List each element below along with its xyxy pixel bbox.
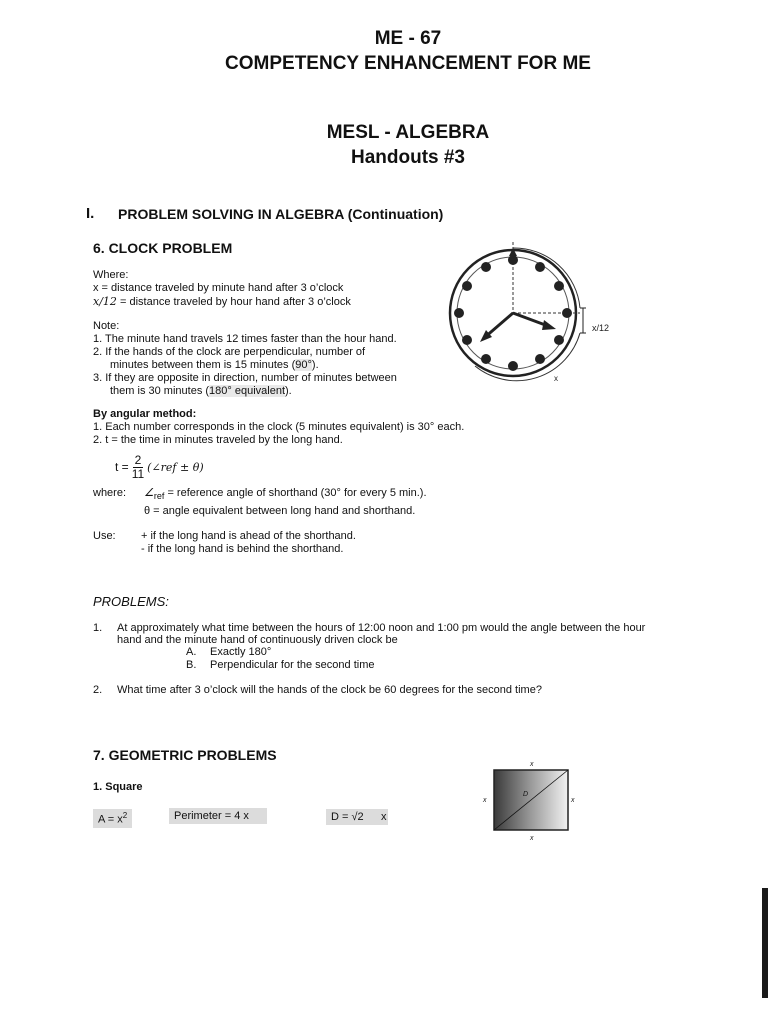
note-2-cont xyxy=(110,359,319,372)
angular-heading: By angular method: xyxy=(93,408,197,420)
angular-item-2: 2. t = the time in minutes traveled by the long hand. xyxy=(93,434,343,446)
note-3: 3. If they are opposite in direction, number of minutes between xyxy=(93,372,397,384)
where2-line-1 xyxy=(144,487,427,503)
square-label-left: x xyxy=(483,797,487,804)
page-edge-strip xyxy=(762,888,768,998)
note-3-cont-text: them is 30 minutes ( xyxy=(110,385,210,397)
perimeter-formula: Perimeter = 4 x xyxy=(169,808,267,824)
formula-lhs: t = xyxy=(115,460,129,474)
clock-label-x: x xyxy=(554,374,558,383)
angle-formula xyxy=(115,452,204,482)
square-label: 1. Square xyxy=(93,781,143,793)
use-line-1: + if the long hand is ahead of the shorthand. xyxy=(141,530,356,542)
where-line-2-text: = distance traveled by hour hand after 3 o’clock xyxy=(119,296,351,308)
area-formula xyxy=(93,809,132,828)
where2-line-2: θ = angle equivalent between long hand and shorthand. xyxy=(144,505,416,517)
problem-1-option-a-text: Exactly 180° xyxy=(210,646,272,658)
problems-heading: PROBLEMS: xyxy=(93,594,169,609)
square-label-bottom: x xyxy=(530,835,534,842)
formula-denominator: 11 xyxy=(131,466,145,481)
subject-title: MESL - ALGEBRA xyxy=(326,122,490,143)
square-label-right: x xyxy=(571,797,575,804)
square-label-diagonal: D xyxy=(523,791,529,798)
problem-1-option-a-letter: A. xyxy=(186,646,197,658)
square-label-top: x xyxy=(530,761,534,768)
ref-subscript: ref xyxy=(153,491,165,502)
use-line-2: - if the long hand is behind the shorthand. xyxy=(141,543,344,555)
diagonal-rhs: x xyxy=(381,811,387,823)
problem-2-text: What time after 3 o’clock will the hands of the clock be 60 degrees for the second time? xyxy=(117,684,542,696)
angular-item-1: 1. Each number corresponds in the clock (5 minutes equivalent) is 30° each. xyxy=(93,421,465,433)
one-eighty-deg: 180° equivalent xyxy=(209,385,286,397)
section-numeral: I. xyxy=(86,205,95,222)
section-title: PROBLEM SOLVING IN ALGEBRA (Continuation) xyxy=(118,206,444,222)
diagonal-lhs: D = xyxy=(331,811,349,823)
note-3-close: ). xyxy=(285,385,292,397)
note-2-close: ). xyxy=(311,359,319,371)
clock-heading: 6. CLOCK PROBLEM xyxy=(93,240,233,256)
square-diagram xyxy=(478,758,582,842)
area-exponent: 2 xyxy=(122,811,128,820)
formula-rhs: (∠ref ± θ) xyxy=(147,460,204,474)
diagonal-root: √2 xyxy=(351,811,364,823)
ninety-deg: 90° xyxy=(295,359,312,371)
problem-1-line-1: At approximately what time between the hours of 12:00 noon and 1:00 pm would the angle between the hour xyxy=(117,622,646,634)
where2-line-1-text: = reference angle of shorthand (30° for every 5 min.). xyxy=(167,487,427,499)
clock-diagram xyxy=(440,238,620,388)
note-1: 1. The minute hand travels 12 times faster than the hour hand. xyxy=(93,333,397,345)
use-label: Use: xyxy=(93,530,116,542)
problem-1-option-b-letter: B. xyxy=(186,659,197,671)
note-2-cont-text: minutes between them is 15 minutes ( xyxy=(110,359,296,371)
where2-label: where: xyxy=(93,487,127,499)
course-code: ME - 67 xyxy=(374,28,442,49)
note-3-cont xyxy=(110,385,292,398)
ref-angle-symbol: ∠ xyxy=(144,487,154,499)
x12-symbol: x/12 xyxy=(93,295,117,308)
note-2: 2. If the hands of the clock are perpendicular, number of xyxy=(93,346,366,358)
handout-title: Handouts #3 xyxy=(350,147,466,168)
where-line-1: x = distance traveled by minute hand after 3 o’clock xyxy=(93,282,344,294)
course-title: COMPETENCY ENHANCEMENT FOR ME xyxy=(225,53,591,74)
problem-1-line-2: hand and the minute hand of continuously driven clock be xyxy=(117,634,398,646)
clock-label-x12: x/12 xyxy=(592,323,610,333)
diagonal-formula xyxy=(326,809,388,825)
formula-numerator: 2 xyxy=(134,452,142,467)
note-label: Note: xyxy=(93,320,120,332)
problem-1-option-b-text: Perpendicular for the second time xyxy=(210,659,375,671)
problem-1-number: 1. xyxy=(93,622,103,634)
area-text: A = x xyxy=(98,813,123,826)
problem-2-number: 2. xyxy=(93,684,103,696)
where-line-2 xyxy=(93,295,351,309)
formula-fraction xyxy=(132,454,144,481)
where-label: Where: xyxy=(93,269,129,281)
geometric-heading: 7. GEOMETRIC PROBLEMS xyxy=(93,747,277,763)
